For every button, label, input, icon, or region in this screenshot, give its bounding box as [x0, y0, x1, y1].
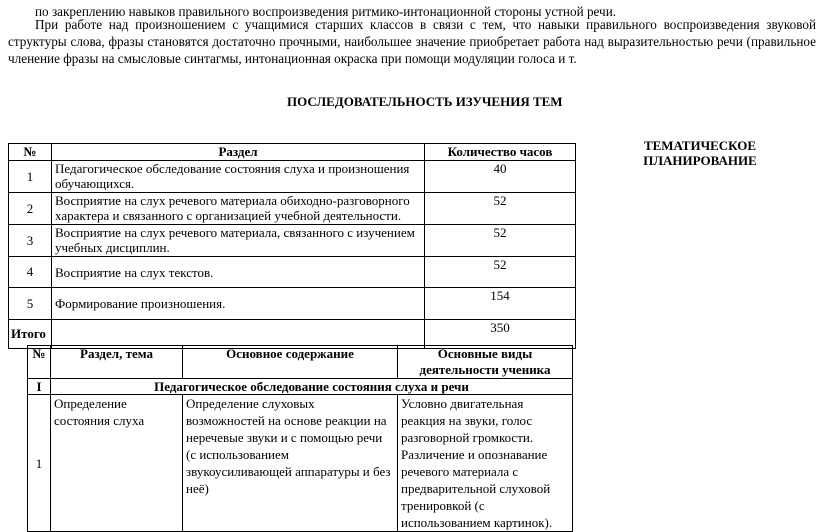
table-row [28, 395, 573, 532]
hours-table [8, 143, 576, 349]
row-number: 2 [9, 193, 52, 225]
header-content: Основное содержание [183, 346, 398, 379]
intro-paragraph: При работе над произношением с учащимися старших классов в связи с тем, что навыки правильного воспроизведения звуковой структуры слова, фразы становятся достаточно прочными, наибольшее значение приобретает работа над выразительностью речи (правильное членение фразы на смысловые синтагмы, интонационная окраска при помощи модуляции голоса и т. [8, 17, 816, 66]
row-number: 4 [9, 257, 52, 288]
row-section: Восприятие на слух текстов. [52, 257, 425, 288]
planning-table [27, 345, 573, 532]
header-hours: Количество часов [425, 144, 576, 161]
total-label: Итого [9, 320, 52, 349]
hours-table-header [9, 144, 576, 161]
total-hours: 350 [425, 320, 576, 349]
row-number: 3 [9, 225, 52, 257]
row-content: Определение слуховых возможностей на основе реакции на неречевые звуки и с помощью речи (с использованием звукоусиливающей аппаратуры и без неё) [183, 395, 398, 532]
row-number: 1 [28, 395, 51, 532]
row-section: Формирование произношения. [52, 288, 425, 320]
header-topic: Раздел, тема [51, 346, 183, 379]
row-topic: Определение состояния слуха [51, 395, 183, 532]
row-section: Педагогическое обследование состояния слуха и произношения обучающихся. [52, 161, 425, 193]
table-row [9, 161, 576, 193]
section-title: Педагогическое обследование состояния слуха и речи [51, 379, 573, 395]
header-number: № [9, 144, 52, 161]
table-row [9, 257, 576, 288]
header-section: Раздел [52, 144, 425, 161]
row-section: Восприятие на слух речевого материала, связанного с изучением учебных дисциплин. [52, 225, 425, 257]
row-hours: 52 [425, 193, 576, 225]
thematic-planning-title: ТЕМАТИЧЕСКОЕ ПЛАНИРОВАНИЕ [643, 138, 757, 168]
sequence-title: ПОСЛЕДОВАТЕЛЬНОСТЬ ИЗУЧЕНИЯ ТЕМ [287, 94, 563, 109]
row-hours: 40 [425, 161, 576, 193]
table-row [9, 193, 576, 225]
header-activities: Основные виды деятельности ученика [398, 346, 573, 379]
row-hours: 52 [425, 257, 576, 288]
section-row [28, 379, 573, 395]
row-hours: 154 [425, 288, 576, 320]
row-activities: Условно двигательная реакция на звуки, голос разговорной громкости. Различение и опознавание речевого материала с предварительной слуховой тренировкой (с использованием картинок). [398, 395, 573, 532]
planning-table-header [28, 346, 573, 379]
table-row [9, 225, 576, 257]
row-number: 5 [9, 288, 52, 320]
table-row [9, 288, 576, 320]
row-hours: 52 [425, 225, 576, 257]
row-number: 1 [9, 161, 52, 193]
section-number: I [28, 379, 51, 395]
intro-line: по закреплению навыков правильного воспроизведения ритмико-интонационной стороны устной речи. [35, 4, 617, 19]
row-section: Восприятие на слух речевого материала обиходно-разговорного характера и связанного с организацией учебной деятельности. [52, 193, 425, 225]
header-number: № [28, 346, 51, 379]
